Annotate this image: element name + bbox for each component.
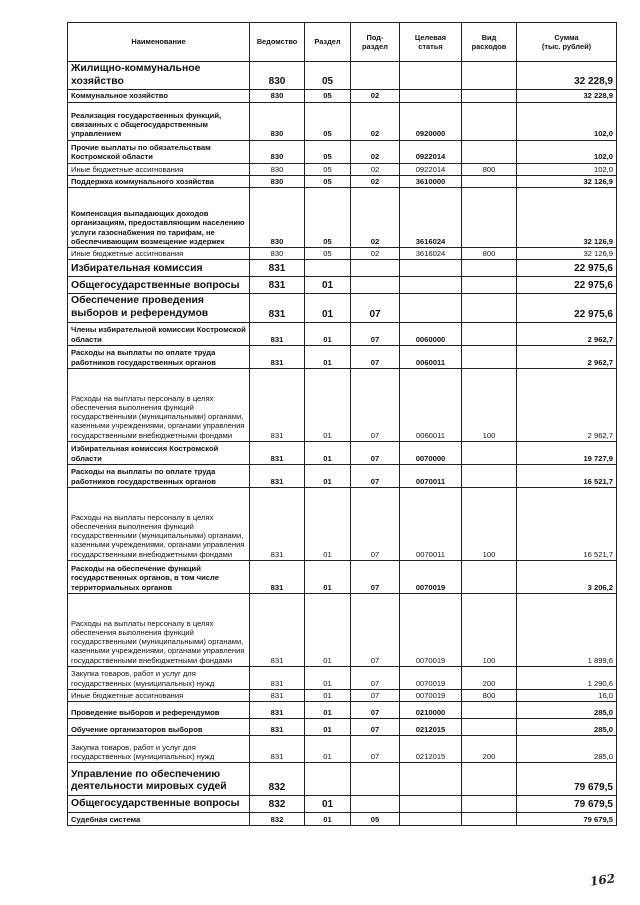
cell-target [400,294,462,322]
cell-expense [462,102,517,140]
cell-dept: 831 [250,464,305,487]
cell-section: 01 [305,813,351,826]
cell-dept: 831 [250,689,305,701]
cell-expense [462,140,517,163]
cell-section: 01 [305,702,351,719]
cell-amount: 102,0 [517,140,617,163]
cell-section: 05 [305,188,351,248]
cell-name: Судебная система [68,813,250,826]
table-row [68,560,617,593]
cell-section: 01 [305,487,351,560]
cell-subsection [351,62,400,90]
cell-amount: 22 975,6 [517,260,617,277]
cell-expense [462,763,517,796]
cell-name: Компенсация выпадающих доходов организациям, предоставляющим населению услуги газоснабжения по тарифам, не обеспечивающим возмещение издержек [68,188,250,248]
cell-expense [462,464,517,487]
cell-subsection [351,260,400,277]
cell-target: 3616024 [400,188,462,248]
cell-expense: 800 [462,248,517,260]
table-row [68,277,617,294]
cell-section: 01 [305,736,351,763]
cell-subsection: 07 [351,322,400,345]
table-row [68,441,617,464]
cell-subsection: 07 [351,666,400,689]
cell-target [400,277,462,294]
cell-section: 01 [305,689,351,701]
cell-section: 01 [305,560,351,593]
cell-subsection: 07 [351,441,400,464]
cell-dept: 831 [250,277,305,294]
cell-dept: 830 [250,90,305,102]
cell-expense [462,188,517,248]
cell-section: 01 [305,322,351,345]
table-row [68,487,617,560]
cell-amount: 102,0 [517,163,617,175]
cell-dept: 831 [250,345,305,368]
cell-amount: 2 962,7 [517,368,617,441]
cell-amount: 32 228,9 [517,90,617,102]
cell-name: Жилищно-коммунальное хозяйство [68,62,250,90]
header-target: Целевая статья [400,23,462,62]
cell-subsection: 02 [351,248,400,260]
cell-amount: 32 228,9 [517,62,617,90]
table-row [68,62,617,90]
cell-target: 0060011 [400,368,462,441]
cell-expense [462,277,517,294]
cell-name: Обеспечение проведения выборов и референдумов [68,294,250,322]
cell-name: Проведение выборов и референдумов [68,702,250,719]
header-section: Раздел [305,23,351,62]
cell-dept: 831 [250,368,305,441]
cell-dept: 832 [250,813,305,826]
cell-section: 01 [305,345,351,368]
cell-dept: 832 [250,763,305,796]
cell-name: Избирательная комиссия Костромской области [68,441,250,464]
cell-name: Обучение организаторов выборов [68,719,250,736]
cell-target: 0070019 [400,689,462,701]
table-header [68,23,617,62]
cell-amount: 3 206,2 [517,560,617,593]
cell-target: 3616024 [400,248,462,260]
cell-subsection: 07 [351,345,400,368]
cell-target: 0922014 [400,140,462,163]
cell-section: 01 [305,796,351,813]
cell-target: 0070011 [400,464,462,487]
cell-section: 01 [305,593,351,666]
cell-dept: 830 [250,163,305,175]
cell-amount: 32 126,9 [517,175,617,187]
cell-expense: 100 [462,593,517,666]
table-row [68,763,617,796]
cell-target: 0070019 [400,666,462,689]
cell-name: Общегосударственные вопросы [68,277,250,294]
table-row [68,719,617,736]
cell-expense [462,322,517,345]
cell-section: 01 [305,666,351,689]
cell-expense [462,719,517,736]
header-expense: Вид расходов [462,23,517,62]
cell-name: Расходы на выплаты персоналу в целях обеспечения выполнения функций государственными (муниципальными) органами, казенными учреждениями, органами управления государственными внебюджетными фондами [68,593,250,666]
table-row [68,689,617,701]
cell-section: 05 [305,62,351,90]
table-row [68,90,617,102]
cell-amount: 79 679,5 [517,763,617,796]
table-row [68,163,617,175]
cell-target: 0070011 [400,487,462,560]
cell-dept: 830 [250,248,305,260]
cell-target: 3610000 [400,175,462,187]
cell-dept: 831 [250,719,305,736]
cell-subsection: 07 [351,719,400,736]
cell-expense [462,345,517,368]
cell-section: 05 [305,248,351,260]
cell-target: 0920000 [400,102,462,140]
cell-dept: 831 [250,294,305,322]
cell-dept: 831 [250,322,305,345]
cell-dept: 830 [250,188,305,248]
cell-name: Реализация государственных функций, связанных с общегосударственным управлением [68,102,250,140]
cell-expense: 800 [462,689,517,701]
cell-amount: 16 521,7 [517,464,617,487]
cell-subsection: 02 [351,188,400,248]
cell-subsection: 07 [351,689,400,701]
cell-target: 0060000 [400,322,462,345]
cell-expense [462,702,517,719]
budget-table [67,22,617,826]
cell-subsection: 07 [351,702,400,719]
cell-target: 0212015 [400,719,462,736]
cell-subsection: 07 [351,736,400,763]
cell-amount: 22 975,6 [517,294,617,322]
table-row [68,368,617,441]
cell-dept: 831 [250,736,305,763]
table-row [68,260,617,277]
cell-expense [462,813,517,826]
cell-expense [462,62,517,90]
cell-dept: 831 [250,441,305,464]
cell-subsection: 07 [351,487,400,560]
header-amount: Сумма (тыс. рублей) [517,23,617,62]
cell-subsection: 07 [351,368,400,441]
cell-name: Иные бюджетные ассигнования [68,248,250,260]
cell-amount: 79 679,5 [517,796,617,813]
table-row [68,248,617,260]
cell-target: 0070019 [400,593,462,666]
cell-subsection [351,763,400,796]
cell-name: Коммунальное хозяйство [68,90,250,102]
cell-dept: 830 [250,62,305,90]
table-row [68,102,617,140]
cell-expense: 800 [462,163,517,175]
table-row [68,464,617,487]
cell-amount: 19 727,9 [517,441,617,464]
cell-target: 0070000 [400,441,462,464]
cell-amount: 2 962,7 [517,345,617,368]
table-body [68,62,617,826]
cell-section: 01 [305,368,351,441]
cell-amount: 16 521,7 [517,487,617,560]
cell-expense [462,175,517,187]
table-row [68,188,617,248]
cell-target: 0210000 [400,702,462,719]
cell-name: Закупка товаров, работ и услуг для государственных (муниципальных) нужд [68,666,250,689]
cell-subsection: 02 [351,175,400,187]
cell-name: Иные бюджетные ассигнования [68,689,250,701]
cell-section: 05 [305,102,351,140]
header-dept: Ведомство [250,23,305,62]
cell-subsection: 07 [351,593,400,666]
table-row [68,666,617,689]
table-row [68,140,617,163]
cell-dept: 831 [250,702,305,719]
cell-target [400,813,462,826]
cell-name: Общегосударственные вопросы [68,796,250,813]
header-subsection: Под- раздел [351,23,400,62]
cell-section: 01 [305,441,351,464]
cell-subsection: 02 [351,90,400,102]
cell-dept: 830 [250,140,305,163]
cell-section: 01 [305,719,351,736]
cell-name: Закупка товаров, работ и услуг для государственных (муниципальных) нужд [68,736,250,763]
cell-amount: 2 962,7 [517,322,617,345]
cell-target [400,763,462,796]
cell-expense [462,260,517,277]
cell-section: 05 [305,175,351,187]
cell-target: 0212015 [400,736,462,763]
cell-subsection: 02 [351,102,400,140]
cell-amount: 285,0 [517,719,617,736]
cell-expense [462,796,517,813]
cell-subsection [351,796,400,813]
cell-subsection: 05 [351,813,400,826]
cell-name: Расходы на выплаты по оплате труда работников государственных органов [68,464,250,487]
cell-amount: 32 126,9 [517,188,617,248]
cell-subsection: 02 [351,140,400,163]
cell-amount: 16,0 [517,689,617,701]
cell-subsection: 02 [351,163,400,175]
cell-amount: 102,0 [517,102,617,140]
cell-expense: 100 [462,368,517,441]
cell-dept: 832 [250,796,305,813]
table-row [68,813,617,826]
cell-amount: 1 290,6 [517,666,617,689]
cell-section: 05 [305,90,351,102]
table-row [68,175,617,187]
cell-section [305,763,351,796]
cell-target: 0070019 [400,560,462,593]
cell-dept: 831 [250,560,305,593]
cell-subsection [351,277,400,294]
cell-dept: 831 [250,593,305,666]
cell-expense [462,90,517,102]
cell-name: Расходы на выплаты персоналу в целях обеспечения выполнения функций государственными (муниципальными) органами, казенными учреждениями, органами управления государственными внебюджетными фондами [68,368,250,441]
table-row [68,322,617,345]
cell-section: 05 [305,140,351,163]
cell-target [400,62,462,90]
cell-amount: 22 975,6 [517,277,617,294]
cell-target [400,260,462,277]
cell-dept: 831 [250,487,305,560]
cell-amount: 285,0 [517,736,617,763]
cell-name: Прочие выплаты по обязательствам Костромской области [68,140,250,163]
cell-section: 01 [305,464,351,487]
cell-expense [462,294,517,322]
table-row [68,796,617,813]
cell-subsection: 07 [351,560,400,593]
cell-expense: 200 [462,736,517,763]
page-number: 162 [589,871,616,889]
cell-target [400,90,462,102]
cell-dept: 831 [250,260,305,277]
cell-dept: 830 [250,175,305,187]
table-row [68,702,617,719]
cell-expense: 100 [462,487,517,560]
cell-section: 01 [305,294,351,322]
cell-name: Поддержка коммунального хозяйства [68,175,250,187]
table-row [68,736,617,763]
header-name: Наименование [68,23,250,62]
cell-expense [462,560,517,593]
cell-target: 0060011 [400,345,462,368]
cell-name: Члены избирательной комиссии Костромской области [68,322,250,345]
cell-section: 05 [305,163,351,175]
cell-expense: 200 [462,666,517,689]
cell-name: Иные бюджетные ассигнования [68,163,250,175]
cell-expense [462,441,517,464]
cell-name: Расходы на выплаты по оплате труда работников государственных органов [68,345,250,368]
cell-dept: 830 [250,102,305,140]
table-row [68,593,617,666]
cell-target: 0922014 [400,163,462,175]
table-row [68,345,617,368]
table-row [68,294,617,322]
cell-target [400,796,462,813]
cell-subsection: 07 [351,294,400,322]
cell-amount: 32 126,9 [517,248,617,260]
cell-amount: 79 679,5 [517,813,617,826]
cell-section [305,260,351,277]
cell-amount: 285,0 [517,702,617,719]
cell-amount: 1 899,6 [517,593,617,666]
cell-name: Расходы на выплаты персоналу в целях обеспечения выполнения функций государственными (муниципальными) органами, казенными учреждениями, органами управления государственными внебюджетными фондами [68,487,250,560]
cell-subsection: 07 [351,464,400,487]
cell-name: Управление по обеспечению деятельности мировых судей [68,763,250,796]
cell-name: Избирательная комиссия [68,260,250,277]
cell-section: 01 [305,277,351,294]
cell-dept: 831 [250,666,305,689]
cell-name: Расходы на обеспечение функций государственных органов, в том числе территориальных органов [68,560,250,593]
